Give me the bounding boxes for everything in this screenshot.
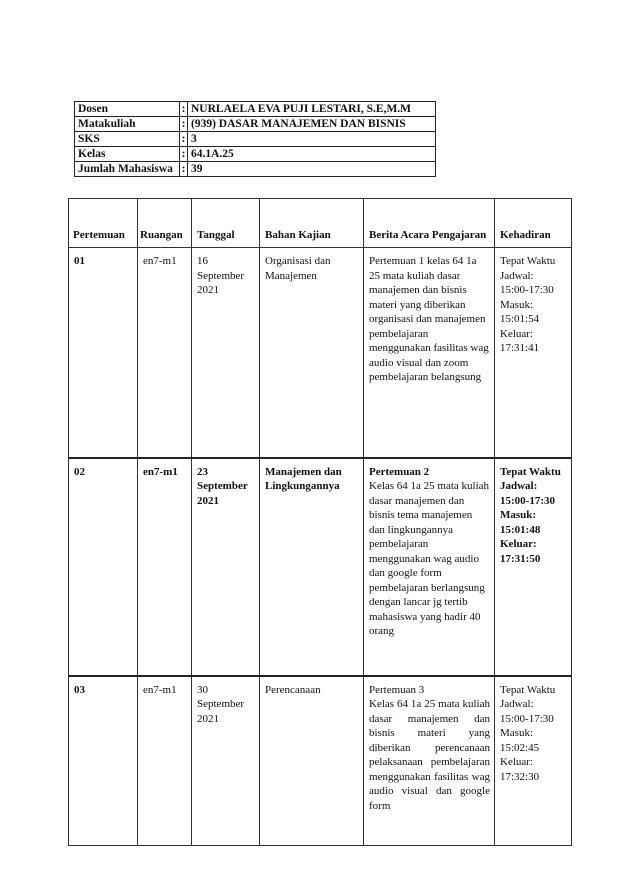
kehadiran-masuk-label: Masuk: — [500, 509, 537, 521]
info-key: Jumlah Mahasiswa — [75, 162, 180, 177]
info-row-kelas — [75, 147, 436, 162]
info-key: SKS — [75, 132, 180, 147]
kehadiran-masuk-label: Masuk: — [500, 727, 533, 739]
cell-ruangan: en7-m1 — [138, 248, 192, 458]
kehadiran-jadwal-label: Jadwal: — [500, 698, 534, 710]
table-row — [69, 248, 572, 458]
cell-berita-acara — [364, 676, 495, 846]
kehadiran-keluar-label: Keluar: — [500, 756, 533, 768]
header-bahan-kajian: Bahan Kajian — [260, 199, 364, 248]
berita-body: Kelas 64 1a 25 mata kuliah dasar manajemen dan bisnis materi yang diberikan perencanaan pelaksanaan pembelajaran menggunakan fasilitas wag audio visual dan google form — [369, 698, 490, 812]
kehadiran-masuk-label: Masuk: — [500, 298, 533, 311]
cell-kehadiran — [495, 676, 572, 846]
header-ruangan: Ruangan — [138, 199, 192, 248]
kehadiran-jadwal-value: 15:00-17:30 — [500, 494, 555, 507]
info-key: Matakuliah — [75, 117, 180, 132]
info-colon: : — [180, 162, 188, 177]
info-colon: : — [180, 117, 188, 132]
kehadiran-masuk-value: 15:01:54 — [500, 313, 540, 325]
info-colon: : — [180, 147, 188, 162]
cell-ruangan: en7-m1 — [138, 458, 192, 676]
attendance-header-row — [69, 199, 572, 248]
header-berita-acara: Berita Acara Pengajaran — [364, 199, 495, 248]
info-row-dosen — [75, 102, 436, 117]
kehadiran-status: Tepat Waktu — [500, 465, 561, 478]
info-value: (939) DASAR MANAJEMEN DAN BISNIS — [188, 117, 436, 132]
kehadiran-status: Tepat Waktu — [500, 683, 556, 696]
kehadiran-masuk-value: 15:02:45 — [500, 741, 540, 754]
kehadiran-status: Tepat Waktu — [500, 255, 556, 267]
cell-berita-acara — [364, 458, 495, 676]
table-row — [69, 458, 572, 676]
cell-pertemuan: 03 — [69, 676, 138, 846]
kehadiran-keluar-label: Keluar: — [500, 538, 537, 550]
info-value: 3 — [188, 132, 436, 147]
cell-tanggal: 23 September 2021 — [192, 458, 260, 676]
kehadiran-keluar-value: 17:31:50 — [500, 552, 541, 565]
table-row — [69, 676, 572, 846]
berita-title: Pertemuan 2 — [369, 465, 430, 478]
info-row-matakuliah — [75, 117, 436, 132]
info-value: NURLAELA EVA PUJI LESTARI, S.E,M.M — [188, 102, 436, 117]
header-tanggal: Tanggal — [192, 199, 260, 248]
kehadiran-keluar-value: 17:31:41 — [500, 342, 540, 354]
berita-title: Pertemuan 3 — [369, 683, 425, 696]
info-row-jumlah-mahasiswa — [75, 162, 436, 177]
cell-ruangan: en7-m1 — [138, 676, 192, 846]
kehadiran-jadwal-value: 15:00-17:30 — [500, 712, 554, 725]
cell-berita-acara: Pertemuan 1 kelas 64 1a 25 mata kuliah dasar manajemen dan bisnis materi yang diberikan organisasi dan manajemen pembelajaran menggunakan fasilitas wag audio visual dan zoom pembelajaran belangsung — [364, 248, 495, 458]
cell-bahan-kajian: Organisasi dan Manajemen — [260, 248, 364, 458]
header-pertemuan: Pertemuan — [69, 199, 138, 248]
info-colon: : — [180, 132, 188, 147]
info-value: 64.1A.25 — [188, 147, 436, 162]
course-info-table — [74, 101, 436, 177]
kehadiran-keluar-label: Keluar: — [500, 327, 533, 340]
cell-bahan-kajian: Manajemen dan Lingkungannya — [260, 458, 364, 676]
kehadiran-jadwal-value: 15:00-17:30 — [500, 284, 554, 296]
attendance-table — [68, 198, 572, 846]
cell-bahan-kajian: Perencanaan — [260, 676, 364, 846]
info-colon: : — [180, 102, 188, 117]
berita-body: Kelas 64 1a 25 mata kuliah dasar manajemen dan bisnis tema manajemen dan lingkungannya pembelajaran menggunakan wag audio dan google form pembelajaran berlangsung dengan lancar jg tertib mahasiswa yang hadir 40 orang — [369, 480, 490, 637]
kehadiran-jadwal-label: Jadwal: — [500, 269, 534, 282]
cell-pertemuan: 02 — [69, 458, 138, 676]
header-kehadiran: Kehadiran — [495, 199, 572, 248]
kehadiran-masuk-value: 15:01:48 — [500, 523, 541, 536]
info-value: 39 — [188, 162, 436, 177]
cell-pertemuan: 01 — [69, 248, 138, 458]
info-key: Dosen — [75, 102, 180, 117]
cell-tanggal: 30 September 2021 — [192, 676, 260, 846]
cell-kehadiran — [495, 458, 572, 676]
info-row-sks — [75, 132, 436, 147]
kehadiran-jadwal-label: Jadwal: — [500, 480, 538, 492]
info-key: Kelas — [75, 147, 180, 162]
kehadiran-keluar-value: 17:32:30 — [500, 770, 540, 783]
cell-kehadiran — [495, 248, 572, 458]
cell-tanggal: 16 September 2021 — [192, 248, 260, 458]
